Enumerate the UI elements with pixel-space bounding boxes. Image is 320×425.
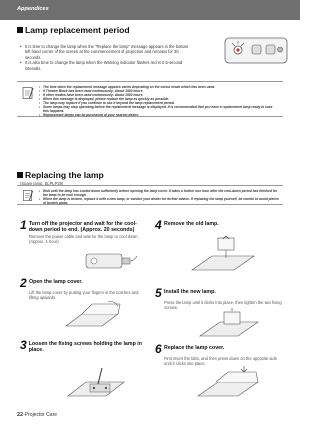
page-number: 22 xyxy=(17,412,24,418)
section-header: Appendices xyxy=(17,6,49,12)
step-description: First insert the tabs, and then press down on the opposite side until it clicks into place. xyxy=(164,355,277,366)
note-item: • If other modes have been used continuously: About 1500 hours xyxy=(39,93,279,97)
step-title: Turn off the projector and wait for the cool-down period to end. (Approx. 20 seconds) xyxy=(28,221,137,234)
projector-indicator-panel-icon xyxy=(224,37,288,64)
note-item: • Wait until the lamp has cooled down sufficiently before opening the lamp cover. It takes a further one hour after the cool-down period has finished for the lamp to be cool enough. xyxy=(39,189,279,197)
step-5 xyxy=(155,288,283,310)
section-title-replacing xyxy=(17,170,104,180)
section-square-icon xyxy=(17,27,23,33)
power-off-illustration-icon xyxy=(84,246,140,272)
note-item: • Replacement lamps can be purchased at your nearest dealer. xyxy=(39,113,279,117)
section-title-replacing-text: Replacing the lamp xyxy=(25,170,104,180)
step-title: Replace the lamp cover. xyxy=(164,345,225,351)
step-description: Lift the lamp cover by putting your fingers in the notches and lifting upwards. xyxy=(29,289,139,300)
note-box-2 xyxy=(17,185,283,205)
header-bar xyxy=(0,0,300,20)
step-6 xyxy=(155,344,283,366)
footer-title: -Projector Care xyxy=(23,412,58,418)
notepad-icon xyxy=(17,186,39,202)
note-item: • The lamp may rupture if you continue to use it beyond the lamp replacement period. xyxy=(39,101,279,105)
step-title: Loosen the fixing screws holding the lamp in place. xyxy=(28,341,142,354)
step-number: 3 xyxy=(20,338,27,352)
period-bullets xyxy=(20,44,190,71)
note-list-1 xyxy=(39,82,283,119)
step-number: 6 xyxy=(155,342,162,356)
step-title: Remove the old lamp. xyxy=(164,221,219,227)
note-item: • If Theatre Black has been used continuously: About 1900 hours xyxy=(39,89,279,93)
note-list-2 xyxy=(39,186,283,207)
section-square-icon xyxy=(17,172,23,178)
section-title-period-text: Lamp replacement period xyxy=(25,25,130,35)
step-number: 2 xyxy=(20,276,27,290)
note-item: • When this message is displayed, please replace the lamp as quickly as possible. xyxy=(39,97,279,101)
open-lamp-cover-illustration-icon xyxy=(62,300,128,334)
spare-lamp-model: (Spare lamp: ELPLP29) xyxy=(20,181,64,186)
step-1 xyxy=(20,220,148,244)
note-item: • Some lamps may stop operating before the replacement message is displayed. It is recommended that you have a replacement lamp ready in case this happens. xyxy=(39,105,279,113)
loosen-screws-illustration-icon xyxy=(62,364,132,404)
note-box-1 xyxy=(17,81,283,117)
remove-lamp-illustration-icon xyxy=(188,232,262,276)
step-description: Press the lamp until it clicks into place, then tighten the two fixing screws. xyxy=(164,299,282,310)
period-bullet: • It is time to change the lamp when the "Replace the lamp" message appears in the bottom left hand corner of the screen at the commencement of projection and remains for 30 seconds. xyxy=(20,44,190,60)
period-bullet: • It is also time to change the lamp when the Warning indicator flashes red in 0.5-second intervals. xyxy=(20,60,190,71)
step-2 xyxy=(20,278,148,300)
step-description: Remove the power cable and wait for the lamp to cool down. (Approx. 1 hour) xyxy=(29,233,139,244)
page-footer xyxy=(17,412,57,418)
step-number: 4 xyxy=(155,218,162,232)
replace-lamp-cover-illustration-icon xyxy=(194,364,268,402)
step-title: Open the lamp cover. xyxy=(29,279,83,285)
step-4 xyxy=(155,220,283,232)
install-lamp-illustration-icon xyxy=(196,308,266,340)
note-item: • The time when the replacement message appears varies depending on the colour mode which has been used. xyxy=(39,85,279,89)
notepad-icon xyxy=(17,82,39,100)
step-number: 5 xyxy=(155,286,162,300)
section-title-period xyxy=(17,25,130,35)
step-3 xyxy=(20,340,148,354)
step-title: Install the new lamp. xyxy=(164,289,216,295)
step-number: 1 xyxy=(20,218,27,232)
note-item: • When the lamp is broken, replace it with a new lamp, or contact your dealer for further advice. If replacing the lamp yourself, be careful to avoid pieces of broken glass. xyxy=(39,197,279,205)
